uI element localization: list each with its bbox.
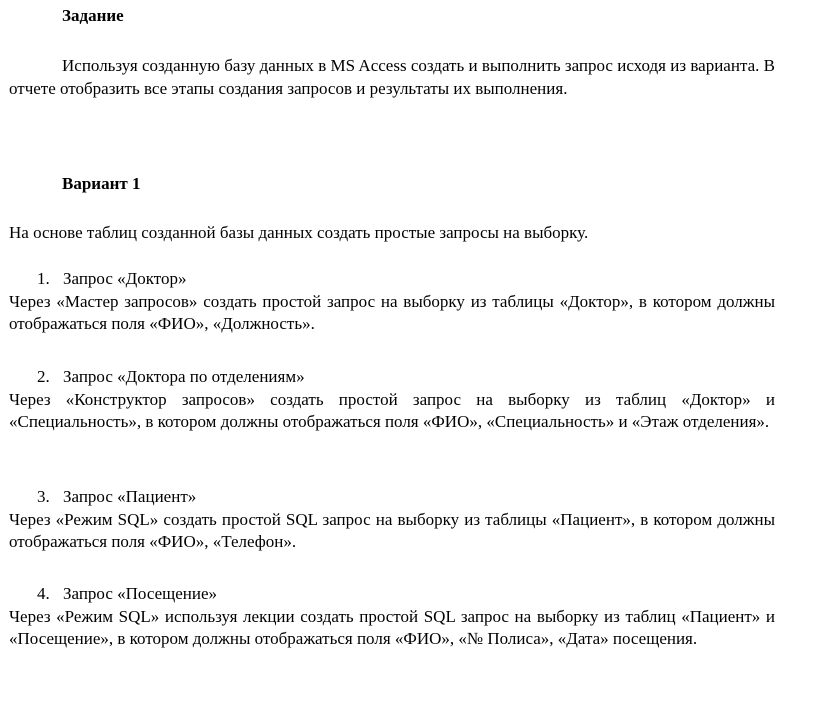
item-title [9, 366, 775, 389]
item-text: Через «Режим SQL» создать простой SQL запрос на выборку из таблицы «Пациент», в котором должны отображаться поля «ФИО», «Телефон». [9, 509, 775, 551]
item-text: Через «Мастер запросов» создать простой запрос на выборку из таблицы «Доктор», в котором должны отображаться поля «ФИО», «Должность». [9, 291, 775, 333]
item-title-text: Запрос «Пациент» [63, 487, 197, 506]
item-title [9, 583, 775, 606]
task-heading: Задание [62, 6, 124, 25]
item-title-text: Запрос «Доктора по отделениям» [63, 367, 305, 386]
item-text: Через «Конструктор запросов» создать простой запрос на выборку из таблиц «Доктор» и «Специальность», в котором должны отображаться поля «ФИО», «Специальность» и «Этаж отделения». [9, 389, 775, 431]
item-number: 4. [37, 584, 50, 603]
item-title [9, 268, 775, 291]
item-title-text: Запрос «Посещение» [63, 584, 218, 603]
item-number: 2. [37, 367, 50, 386]
item-number: 1. [37, 269, 50, 288]
item-title [9, 486, 775, 509]
item-title-text: Запрос «Доктор» [63, 269, 187, 288]
item-number: 3. [37, 487, 50, 506]
variant-heading: Вариант 1 [62, 174, 141, 193]
list-item-4 [9, 583, 775, 651]
item-text: Через «Режим SQL» используя лекции создать простой SQL запрос на выборку из таблиц «Пациент» и «Посещение», в котором должны отображаться поля «ФИО», «№ Полиса», «Дата» посещения. [9, 606, 775, 648]
variant-intro: На основе таблиц созданной базы данных создать простые запросы на выборку. [9, 223, 589, 242]
list-item-1 [9, 268, 775, 336]
list-item-3 [9, 486, 775, 554]
list-item-2 [9, 366, 775, 434]
task-text: Используя созданную базу данных в MS Access создать и выполнить запрос исходя из варианта. В отчете отобразить все этапы создания запросов и результаты их выполнения. [9, 56, 775, 98]
